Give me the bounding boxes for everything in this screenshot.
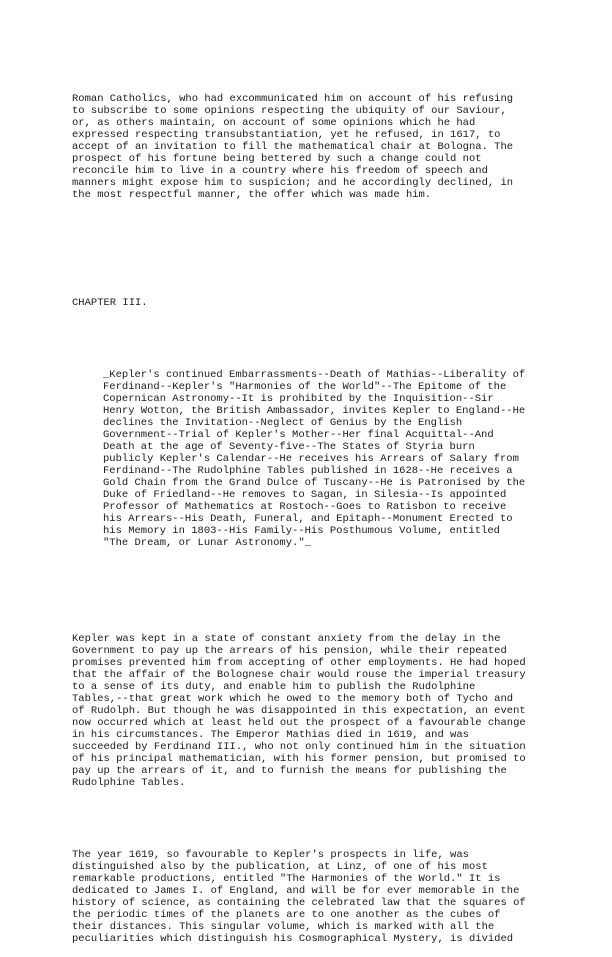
text-line: Professor of Mathematics at Rostoch--Goes to Ratisbon to receive: [103, 501, 507, 513]
text-line: peculiarities which distinguish his Cosmographical Mystery, is divided: [72, 933, 514, 945]
paragraph-1: [72, 93, 552, 201]
chapter-summary: [72, 369, 552, 549]
text-line: "The Dream, or Lunar Astronomy."_: [103, 537, 311, 549]
text-line: remarkable productions, entitled "The Harmonies of the World." It is: [72, 873, 501, 885]
text-line: his Memory in 1803--His Family--His Posthumous Volume, entitled: [103, 525, 500, 537]
text-line: that the affair of the Bolognese chair would rouse the imperial treasury: [72, 669, 526, 681]
text-line: the periodic times of the planets are to one another as the cubes of: [72, 909, 501, 921]
text-line: Tables,--that great work which he owed to the memory both of Tycho and: [72, 693, 514, 705]
text-line: history of science, as containing the celebrated law that the squares of: [72, 897, 526, 909]
text-line: now occurred which at least held out the prospect of a favourable change: [72, 717, 526, 729]
text-line: or, as others maintain, on account of some opinions which he had: [72, 117, 476, 129]
text-line: promises prevented him from accepting of other employments. He had hoped: [72, 657, 526, 669]
text-line: to a sense of its duty, and enable him to publish the Rudolphine: [72, 681, 476, 693]
text-line: expressed respecting transubstantiation, yet he refused, in 1617, to: [72, 129, 501, 141]
text-line: their distances. This singular volume, which is marked with all the: [72, 921, 495, 933]
chapter-heading: CHAPTER III.: [72, 297, 148, 309]
text-line: in his circumstances. The Emperor Mathias died in 1619, and was: [72, 729, 469, 741]
text-line: distinguished also by the publication, at Linz, of one of his most: [72, 861, 488, 873]
text-line: prospect of his fortune being bettered by such a change could not: [72, 153, 482, 165]
text-line: dedicated to James I. of England, and will be for ever memorable in the: [72, 885, 520, 897]
text-line: Death at the age of Seventy-five--The States of Styria burn: [103, 441, 475, 453]
text-line: The year 1619, so favourable to Kepler's prospects in life, was: [72, 849, 469, 861]
text-line: manners might expose him to suspicion; and he accordingly declined, in: [72, 177, 514, 189]
text-line: to subscribe to some opinions respecting the ubiquity of our Saviour,: [72, 105, 507, 117]
text-line: succeeded by Ferdinand III., who not only continued him in the situation: [72, 741, 526, 753]
text-line: declines the Invitation--Neglect of Genius by the English: [103, 417, 463, 429]
text-line: the most respectful manner, the offer which was made him.: [72, 189, 432, 201]
text-line: of Rudolph. But though he was disappointed in this expectation, an event: [72, 705, 526, 717]
paragraph-2: [72, 633, 552, 789]
text-line: Government to pay up the arrears of his pension, while their repeated: [72, 645, 507, 657]
text-line: _Kepler's continued Embarrassments--Death of Mathias--Liberality of: [103, 369, 526, 381]
text-line: reconcile him to live in a country where his freedom of speech and: [72, 165, 488, 177]
text-line: accept of an invitation to fill the mathematical chair at Bologna. The: [72, 141, 514, 153]
text-line: Gold Chain from the Grand Dulce of Tuscany--He is Patronised by the: [103, 477, 526, 489]
paragraph-3: [72, 849, 552, 945]
text-line: Henry Wotton, the British Ambassador, invites Kepler to England--He: [103, 405, 526, 417]
text-line: Duke of Friedland--He removes to Sagan, in Silesia--Is appointed: [103, 489, 507, 501]
text-line: Ferdinand--The Rudolphine Tables published in 1628--He receives a: [103, 465, 513, 477]
text-line: Ferdinand--Kepler's "Harmonies of the World"--The Epitome of the: [103, 381, 507, 393]
text-line: Government--Trial of Kepler's Mother--Her final Acquittal--And: [103, 429, 494, 441]
text-line: Copernican Astronomy--It is prohibited by the Inquisition--Sir: [103, 393, 494, 405]
text-line: Rudolphine Tables.: [72, 777, 186, 789]
text-line: pay up the arrears of it, and to furnish the means for publishing the: [72, 765, 507, 777]
text-line: publicly Kepler's Calendar--He receives his Arrears of Salary from: [103, 453, 519, 465]
text-line: of his principal mathematician, with his former pension, but promised to: [72, 753, 526, 765]
text-line: Roman Catholics, who had excommunicated him on account of his refusing: [72, 93, 514, 105]
text-line: Kepler was kept in a state of constant anxiety from the delay in the: [72, 633, 501, 645]
document-page: [72, 69, 552, 957]
text-line: his Arrears--His Death, Funeral, and Epitaph--Monument Erected to: [103, 513, 513, 525]
